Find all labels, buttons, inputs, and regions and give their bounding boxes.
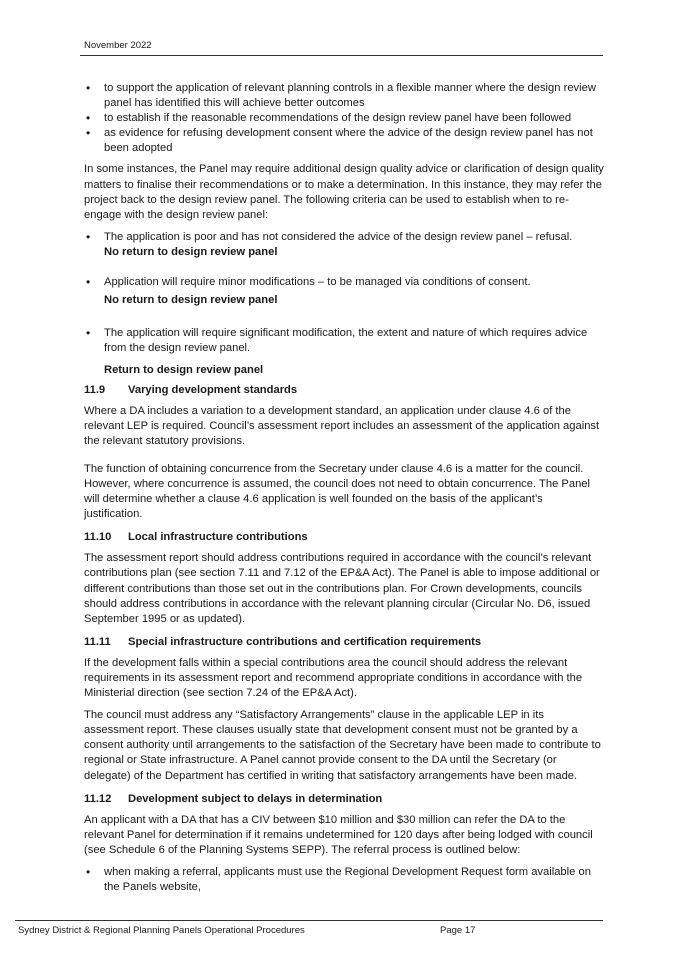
list-item: • to support the application of relevant planning controls in a flexible manner where the design review panel has identified this will achieve better outcomes [84, 81, 604, 111]
page-number: Page 17 [440, 925, 476, 936]
reengage-paragraph: In some instances, the Panel may require additional design quality advice or clarification of design quality matters to finalise their recommendations or to make a determination. In this instance, they may refer the project back to the design review panel. The following criteria can be used to establish when to re-engage with the design review panel: [84, 163, 604, 221]
paragraph: Where a DA includes a variation to a development standard, an application under clause 4.6 of the relevant LEP is required. Council’s assessment report includes an assessment of the application against the relevant statutory provisions. [84, 404, 600, 447]
section-heading-11-12 [84, 792, 604, 807]
criteria-outcome: No return to design review panel [104, 294, 278, 307]
criteria-outcome: Return to design review panel [104, 364, 264, 377]
section-title: Varying development standards [128, 383, 298, 396]
section-title: Local infrastructure contributions [128, 531, 308, 544]
paragraph: If the development falls within a special contributions area the council should address the relevant requirements in its assessment report and recommend appropriate conditions in accordance with the Ministerial direction (see section 7.24 of the EP&A Act). [84, 656, 583, 700]
header-date: November 2022 [84, 40, 152, 51]
criteria-text: The application is poor and has not considered the advice of the design review panel – refusal. [104, 230, 573, 243]
section-title: Special infrastructure contributions and certification requirements [128, 635, 482, 648]
intro-bullet-list [84, 81, 604, 156]
list-item: • to establish if the reasonable recommendations of the design review panel have been followed [84, 111, 604, 126]
footer-rule [15, 920, 603, 921]
page-body [84, 81, 604, 895]
paragraph: The function of obtaining concurrence from the Secretary under clause 4.6 is a matter for the council. However, where concurrence is assumed, the council does not need to obtain concurrence. The Panel will determine whether a clause 4.6 application is well founded on the basis of the applicant’s justification. [84, 462, 591, 521]
section-number: 11.10 [84, 531, 112, 544]
criteria-text: The application will require significant modification, the extent and nature of which requires advice from the design review panel. [104, 327, 588, 355]
criteria-item [84, 326, 604, 378]
list-item: • as evidence for refusing development consent where the advice of the design review panel has not been adopted [84, 126, 604, 156]
criteria-outcome: No return to design review panel [104, 245, 278, 258]
paragraph: The assessment report should address contributions required in accordance with the council’s relevant contributions plan (see section 7.11 and 7.12 of the EP&A Act). The Panel is able to impose additional or different contributions than those set out in the contributions plan. For Crown developments, councils should address contributions in accordance with the relevant planning circular (Circular No. D6, issued September 1995 or as updated). [84, 552, 600, 625]
section-number: 11.12 [84, 792, 112, 805]
criteria-item [84, 230, 604, 260]
criteria-item [84, 275, 604, 308]
referral-bullet-list [84, 865, 604, 895]
header-rule [80, 55, 603, 56]
section-heading-11-10 [84, 530, 604, 545]
section-number: 11.11 [84, 635, 111, 648]
section-number: 11.9 [84, 383, 106, 396]
list-item: • when making a referral, applicants must use the Regional Development Request form available on the Panels website, [84, 865, 604, 895]
section-heading-11-11 [84, 635, 604, 650]
section-title: Development subject to delays in determination [128, 792, 383, 805]
criteria-list [84, 230, 604, 379]
footer-title: Sydney District & Regional Planning Panels Operational Procedures [18, 925, 305, 936]
section-heading-11-9 [84, 383, 604, 398]
criteria-text: Application will require minor modifications – to be managed via conditions of consent. [104, 276, 531, 289]
paragraph: An applicant with a DA that has a CIV between $10 million and $30 million can refer the DA to the relevant Panel for determination if it remains undetermined for 120 days after being lodged with council (see Schedule 6 of the Planning Systems SEPP). The referral process is outlined below: [84, 813, 593, 856]
paragraph: The council must address any “Satisfactory Arrangements” clause in the applicable LEP in its assessment report. These clauses usually state that development consent must not be granted by a consent authority until arrangements to the satisfaction of the Secretary have been made to contribute to regional or State infrastructure. A Panel cannot provide consent to the DA until the Secretary (or delegate) of the Department has certified in writing that satisfactory arrangements have been made. [84, 709, 601, 782]
